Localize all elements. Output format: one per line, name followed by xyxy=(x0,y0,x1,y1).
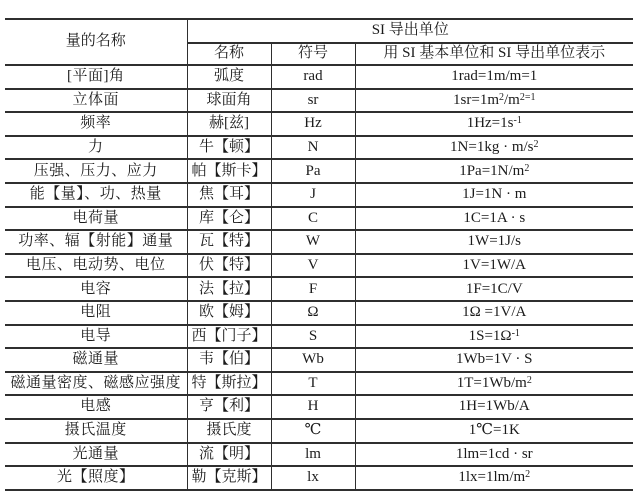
unit-name-cell: 帕【斯卡】 xyxy=(187,159,271,183)
expression-cell xyxy=(355,325,633,349)
symbol-cell: J xyxy=(271,183,355,207)
expression-text: 1lm=1cd · sr xyxy=(455,445,533,462)
quantity-cell: 力 xyxy=(5,136,187,160)
expression-text: 1N=1kg · m/s xyxy=(450,138,534,155)
corner-header-quantity-name: 量的名称 xyxy=(5,19,187,65)
expression-cell xyxy=(355,159,633,183)
quantity-cell: [平面]角 xyxy=(5,65,187,89)
expression-superscript: 2 xyxy=(533,138,539,150)
expression-text: 1S=1Ω xyxy=(468,327,512,344)
quantity-cell: 电阻 xyxy=(5,301,187,325)
unit-name-cell: 焦【耳】 xyxy=(187,183,271,207)
unit-name-cell: 摄氏度 xyxy=(187,419,271,443)
expression-cell xyxy=(355,277,633,301)
expression-cell xyxy=(355,136,633,160)
quantity-cell: 立体面 xyxy=(5,89,187,113)
expression-text: 1H=1Wb/A xyxy=(458,398,530,415)
symbol-cell: ℃ xyxy=(271,419,355,443)
quantity-cell: 能【量】、功、热量 xyxy=(5,183,187,207)
table-row xyxy=(5,254,633,278)
symbol-cell: Hz xyxy=(271,112,355,136)
expression-cell xyxy=(355,254,633,278)
expression-text: 1C=1A · s xyxy=(463,209,526,226)
unit-name-cell: 欧【姆】 xyxy=(187,301,271,325)
symbol-cell: T xyxy=(271,372,355,396)
symbol-cell: N xyxy=(271,136,355,160)
quantity-cell: 电导 xyxy=(5,325,187,349)
symbol-cell: W xyxy=(271,230,355,254)
expression-superscript: -1 xyxy=(511,327,520,339)
quantity-cell: 光【照度】 xyxy=(5,466,187,490)
symbol-cell: Ω xyxy=(271,301,355,325)
table-row xyxy=(5,348,633,372)
quantity-cell: 电感 xyxy=(5,395,187,419)
expression-cell xyxy=(355,443,633,467)
unit-name-cell: 球面角 xyxy=(187,89,271,113)
expression-superscript: 2=1 xyxy=(519,91,536,103)
quantity-cell: 磁通量密度、磁感应强度 xyxy=(5,372,187,396)
quantity-cell: 电容 xyxy=(5,277,187,301)
unit-name-cell: 韦【伯】 xyxy=(187,348,271,372)
expression-text: 1Ω =1V/A xyxy=(462,304,527,321)
table-row xyxy=(5,372,633,396)
symbol-cell: F xyxy=(271,277,355,301)
table-row xyxy=(5,207,633,231)
sub-header-symbol: 符号 xyxy=(271,43,355,65)
expression-cell xyxy=(355,301,633,325)
expression-text: 1℃=1K xyxy=(468,422,520,439)
table-row xyxy=(5,136,633,160)
table-row xyxy=(5,112,633,136)
expression-superscript: 2 xyxy=(499,91,504,103)
symbol-cell: rad xyxy=(271,65,355,89)
quantity-cell: 电压、电动势、电位 xyxy=(5,254,187,278)
unit-name-cell: 特【斯拉】 xyxy=(187,372,271,396)
symbol-cell: V xyxy=(271,254,355,278)
header-row-group xyxy=(5,19,633,43)
quantity-cell: 压强、压力、应力 xyxy=(5,159,187,183)
table-row xyxy=(5,395,633,419)
unit-name-cell: 伏【特】 xyxy=(187,254,271,278)
expression-text: 1sr=1m xyxy=(453,91,499,108)
unit-name-cell: 弧度 xyxy=(187,65,271,89)
expression-text: 1V=1W/A xyxy=(462,256,526,273)
symbol-cell: Wb xyxy=(271,348,355,372)
expression-superscript: 2 xyxy=(525,469,531,481)
unit-name-cell: 牛【顿】 xyxy=(187,136,271,160)
expression-cell xyxy=(355,112,633,136)
symbol-cell: lx xyxy=(271,466,355,490)
quantity-cell: 电荷量 xyxy=(5,207,187,231)
expression-text: 1Wb=1V · S xyxy=(456,351,533,368)
expression-cell xyxy=(355,183,633,207)
expression-text: 1rad=1m/m=1 xyxy=(451,68,538,85)
unit-name-cell: 法【拉】 xyxy=(187,277,271,301)
table-row xyxy=(5,89,633,113)
table-body xyxy=(5,65,633,490)
expression-text: /m xyxy=(504,91,520,108)
symbol-cell: lm xyxy=(271,443,355,467)
table-row xyxy=(5,419,633,443)
symbol-cell: S xyxy=(271,325,355,349)
table-row xyxy=(5,301,633,325)
expression-text: 1Hz=1s xyxy=(466,115,514,132)
unit-name-cell: 亨【利】 xyxy=(187,395,271,419)
expression-superscript: 2 xyxy=(524,162,530,174)
sub-header-unit-name: 名称 xyxy=(187,43,271,65)
expression-cell xyxy=(355,230,633,254)
expression-superscript: 2 xyxy=(526,374,532,386)
symbol-cell: H xyxy=(271,395,355,419)
table-row xyxy=(5,230,633,254)
expression-text: 1W=1J/s xyxy=(467,233,521,250)
expression-cell xyxy=(355,466,633,490)
symbol-cell: C xyxy=(271,207,355,231)
expression-cell xyxy=(355,89,633,113)
quantity-cell: 频率 xyxy=(5,112,187,136)
unit-name-cell: 西【门子】 xyxy=(187,325,271,349)
table-row xyxy=(5,277,633,301)
unit-name-cell: 流【明】 xyxy=(187,443,271,467)
table-row xyxy=(5,183,633,207)
table-row xyxy=(5,443,633,467)
expression-text: 1T=1Wb/m xyxy=(456,374,527,391)
quantity-cell: 磁通量 xyxy=(5,348,187,372)
table-row xyxy=(5,325,633,349)
quantity-cell: 摄氏温度 xyxy=(5,419,187,443)
expression-cell xyxy=(355,419,633,443)
unit-name-cell: 勒【克斯】 xyxy=(187,466,271,490)
expression-text: 1lx=1lm/m xyxy=(458,469,526,486)
quantity-cell: 光通量 xyxy=(5,443,187,467)
expression-cell xyxy=(355,372,633,396)
table-row xyxy=(5,65,633,89)
si-derived-units-table xyxy=(5,18,633,491)
expression-text: 1Pa=1N/m xyxy=(459,162,525,179)
expression-cell xyxy=(355,207,633,231)
symbol-cell: sr xyxy=(271,89,355,113)
unit-name-cell: 赫[兹] xyxy=(187,112,271,136)
expression-cell xyxy=(355,395,633,419)
unit-name-cell: 库【仑】 xyxy=(187,207,271,231)
symbol-cell: Pa xyxy=(271,159,355,183)
expression-cell xyxy=(355,65,633,89)
expression-cell xyxy=(355,348,633,372)
table-row xyxy=(5,466,633,490)
unit-name-cell: 瓦【特】 xyxy=(187,230,271,254)
group-header-si-derived-units: SI 导出单位 xyxy=(187,19,633,43)
table-row xyxy=(5,159,633,183)
expression-text: 1J=1N · m xyxy=(462,186,527,203)
quantity-cell: 功率、辐【射能】通量 xyxy=(5,230,187,254)
expression-text: 1F=1C/V xyxy=(465,280,523,297)
expression-superscript: -1 xyxy=(513,115,522,127)
sub-header-expression: 用 SI 基本单位和 SI 导出单位表示 xyxy=(355,43,633,65)
